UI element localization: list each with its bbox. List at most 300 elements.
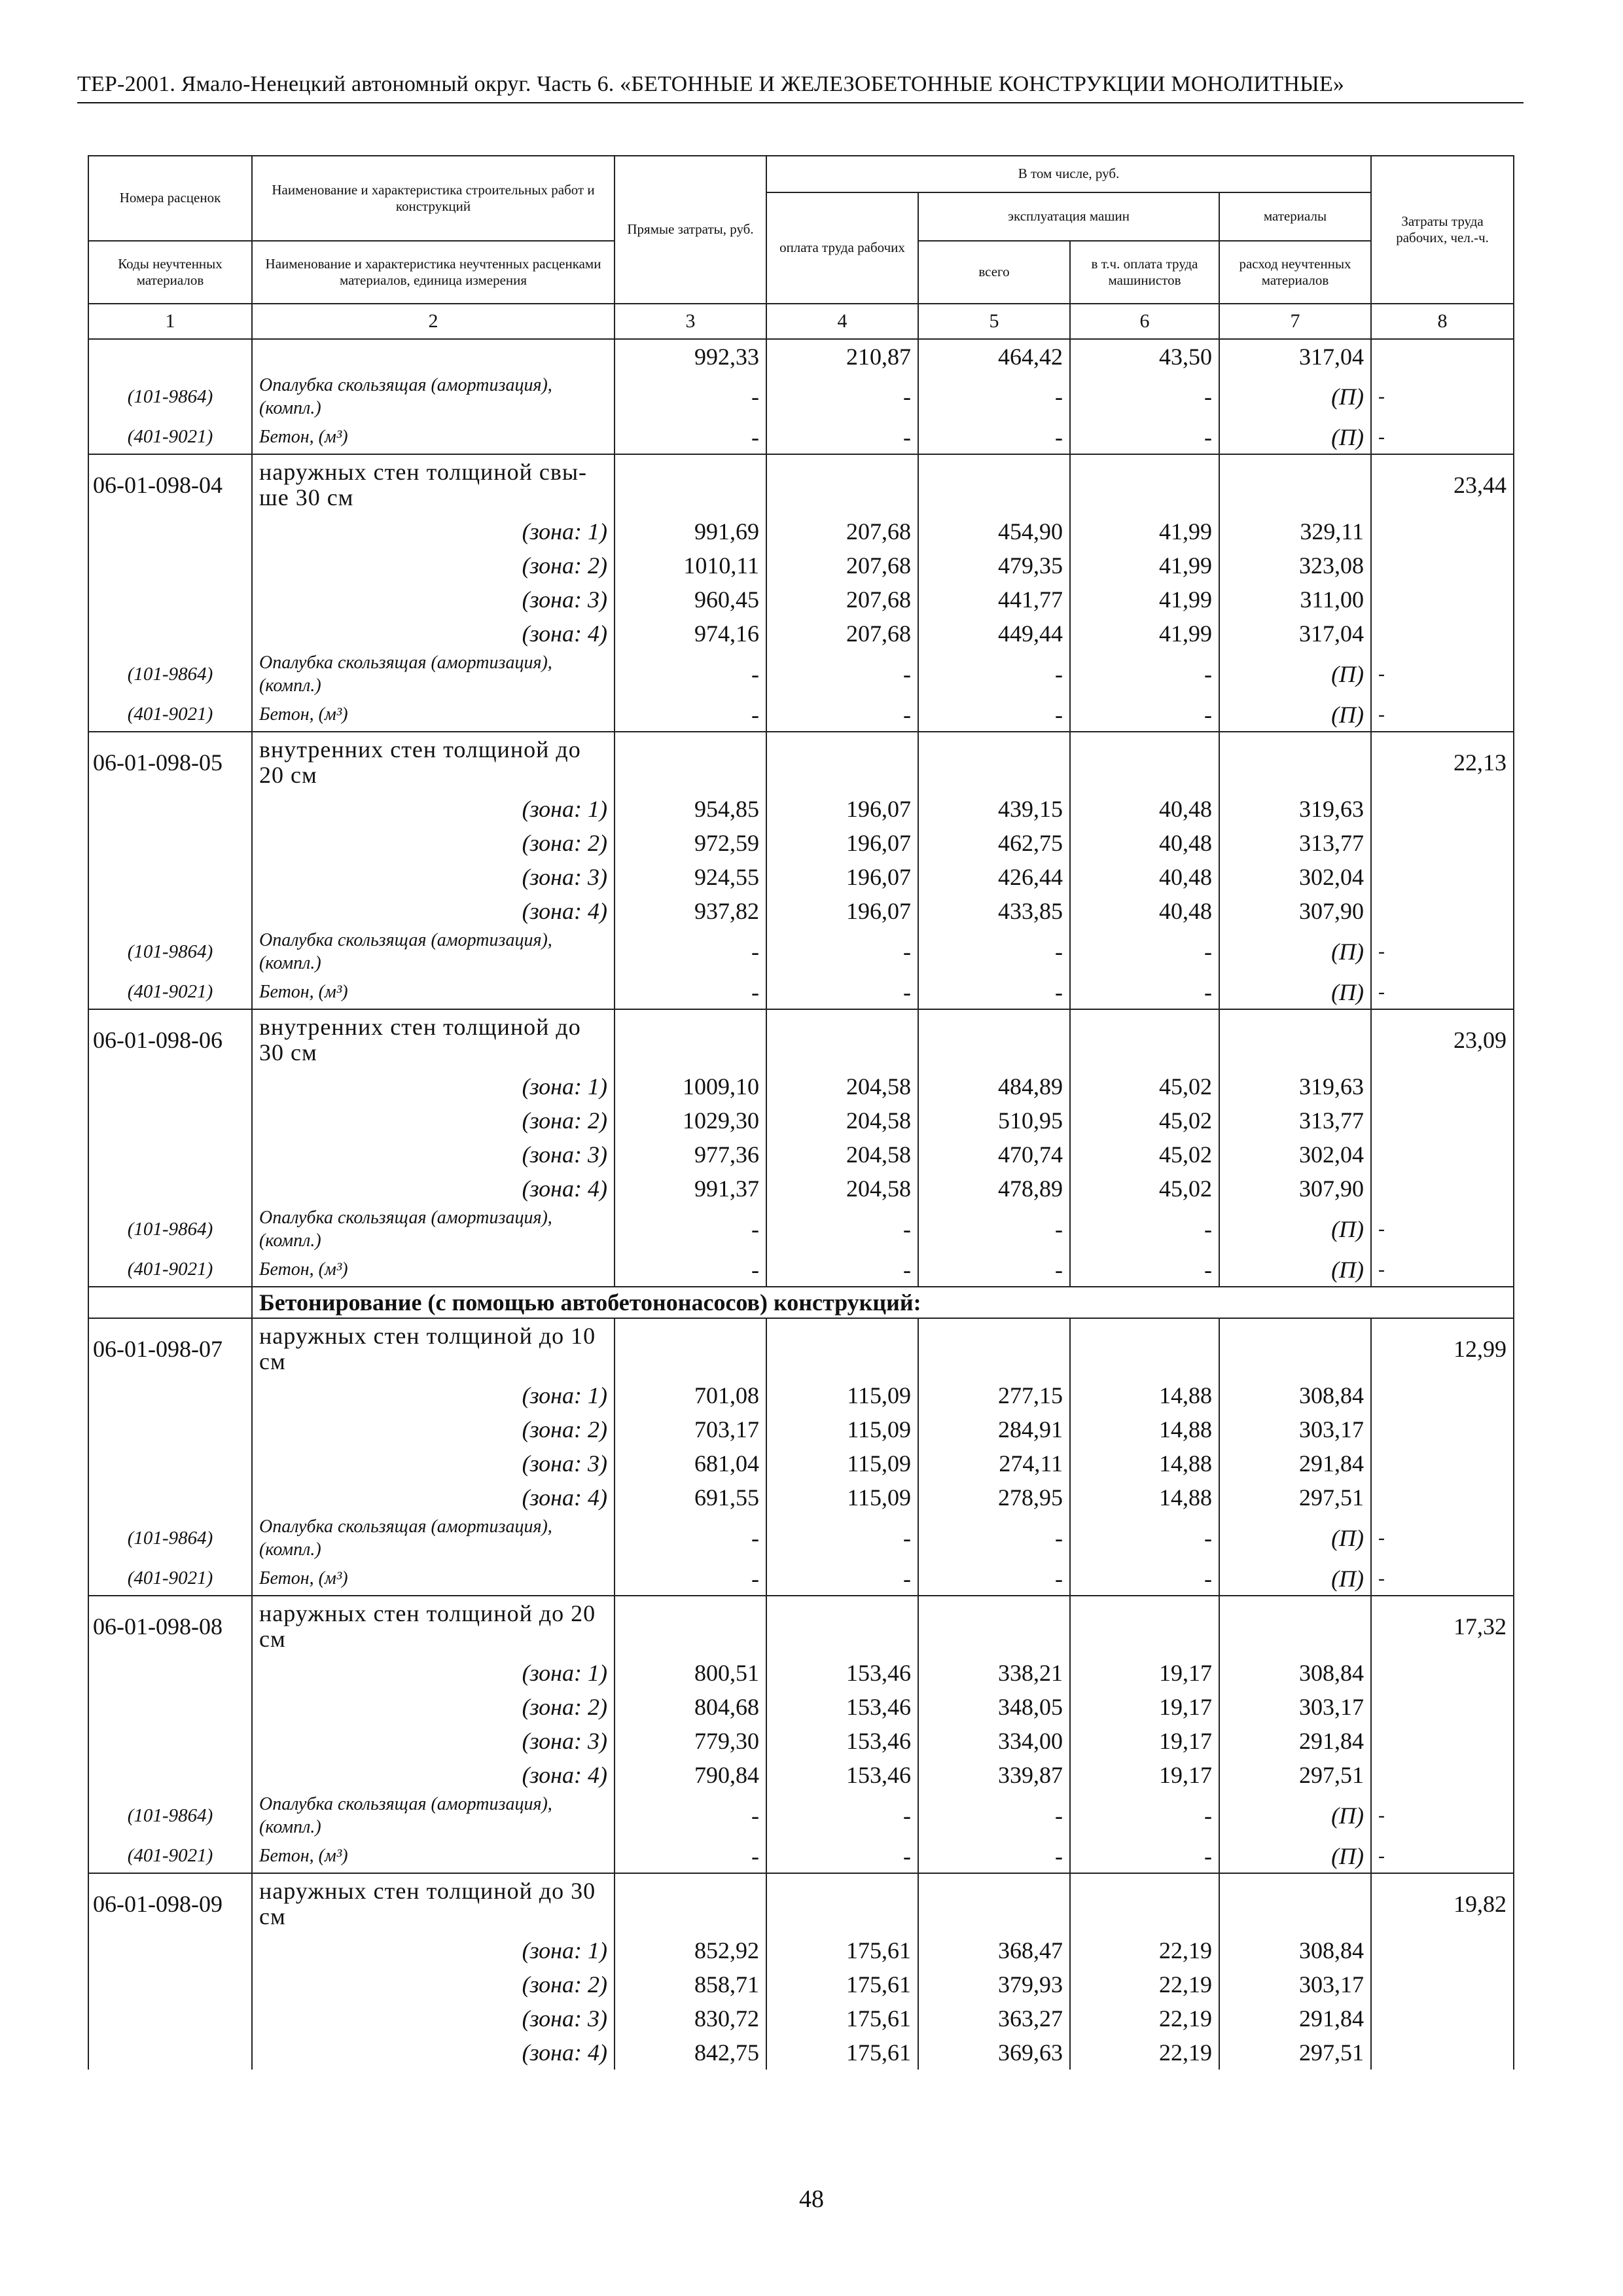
worker-pay: 115,09 (766, 1480, 918, 1515)
table-row (88, 826, 1514, 860)
empty-cell (1371, 1480, 1514, 1515)
labor-dash: - (1371, 1515, 1514, 1562)
material-code: (401-9021) (88, 420, 252, 454)
empty-cell (1371, 339, 1514, 373)
material-code: (401-9021) (88, 1253, 252, 1287)
value-dash: - (615, 1253, 766, 1287)
empty-cell (1371, 1967, 1514, 2001)
material-name: Опалубка скользящая (амортизация), (компл.) (252, 1792, 615, 1839)
machines-total: 274,11 (918, 1446, 1070, 1480)
table-row (88, 1138, 1514, 1172)
value-dash: - (615, 1839, 766, 1873)
machines-total: 464,42 (918, 339, 1070, 373)
empty-cell (88, 1690, 252, 1724)
zone-label: (зона: 3) (252, 1724, 615, 1758)
col-num: 1 (88, 304, 252, 339)
direct-cost: 1010,11 (615, 548, 766, 583)
empty-cell (1371, 617, 1514, 651)
direct-cost-label: Прямые затраты, руб. (615, 156, 766, 304)
material-use: 291,84 (1219, 1446, 1371, 1480)
machinist-pay: 41,99 (1070, 617, 1219, 651)
material-code: (401-9021) (88, 1562, 252, 1596)
zone-label: (зона: 2) (252, 1103, 615, 1138)
value-dash: - (918, 1562, 1070, 1596)
table-row (88, 1287, 1514, 1318)
col-num: 8 (1371, 304, 1514, 339)
machinist-pay: 43,50 (1070, 339, 1219, 373)
machinist-pay: 45,02 (1070, 1103, 1219, 1138)
empty-cell (766, 1873, 918, 1933)
direct-cost: 1009,10 (615, 1069, 766, 1103)
empty-cell (766, 1009, 918, 1069)
page-number: 48 (799, 2185, 824, 2213)
work-name: внутренних стен толщиной до 30 см (252, 1009, 615, 1069)
worker-pay: 153,46 (766, 1724, 918, 1758)
machinist-pay: 14,88 (1070, 1446, 1219, 1480)
table-row (88, 617, 1514, 651)
labor-dash: - (1371, 651, 1514, 698)
value-dash: - (766, 975, 918, 1009)
rate-code: 06-01-098-04 (88, 454, 252, 514)
machines-total: 433,85 (918, 894, 1070, 928)
empty-cell (88, 1933, 252, 1967)
machinist-pay: 41,99 (1070, 514, 1219, 548)
material-code: (101-9864) (88, 373, 252, 420)
empty-cell (1371, 1724, 1514, 1758)
empty-cell (88, 1967, 252, 2001)
value-dash: - (615, 698, 766, 732)
col2-top-label: Наименование и характеристика строительных работ и конструкций (252, 156, 615, 241)
worker-pay: 210,87 (766, 339, 918, 373)
empty-cell (1371, 548, 1514, 583)
empty-cell (918, 732, 1070, 792)
worker-pay: 204,58 (766, 1172, 918, 1206)
value-dash: - (766, 1515, 918, 1562)
table-row (88, 339, 1514, 373)
zone-label: (зона: 1) (252, 1378, 615, 1412)
empty-cell (1371, 1103, 1514, 1138)
table-row (88, 1069, 1514, 1103)
material-code: (101-9864) (88, 1792, 252, 1839)
machinist-pay: 22,19 (1070, 1933, 1219, 1967)
material-note: (П) (1219, 975, 1371, 1009)
value-dash: - (1070, 1839, 1219, 1873)
empty-cell (88, 1656, 252, 1690)
value-dash: - (918, 1253, 1070, 1287)
machinist-pay: 22,19 (1070, 2036, 1219, 2070)
col1-bottom-label: Коды неучтенных материалов (88, 241, 252, 304)
machinist-pay: 19,17 (1070, 1724, 1219, 1758)
direct-cost: 701,08 (615, 1378, 766, 1412)
empty-cell (1371, 1933, 1514, 1967)
material-code: (401-9021) (88, 1839, 252, 1873)
empty-cell (1371, 1138, 1514, 1172)
table-row (88, 1596, 1514, 1656)
machines-total: 278,95 (918, 1480, 1070, 1515)
zone-label: (зона: 3) (252, 860, 615, 894)
section-heading: Бетонирование (с помощью автобетононасосов) конструкций: (252, 1287, 1514, 1318)
material-note: (П) (1219, 1792, 1371, 1839)
labor-dash: - (1371, 928, 1514, 975)
table-row (88, 548, 1514, 583)
material-name: Опалубка скользящая (амортизация), (компл.) (252, 1515, 615, 1562)
empty-cell (1070, 732, 1219, 792)
machines-total: 439,15 (918, 792, 1070, 826)
table-row (88, 1792, 1514, 1839)
zone-label: (зона: 2) (252, 548, 615, 583)
value-dash: - (1070, 1515, 1219, 1562)
empty-cell (88, 1758, 252, 1792)
table-row (88, 1724, 1514, 1758)
material-use: 313,77 (1219, 826, 1371, 860)
value-dash: - (766, 373, 918, 420)
material-use: 308,84 (1219, 1378, 1371, 1412)
table-row (88, 1758, 1514, 1792)
zone-label: (зона: 3) (252, 2001, 615, 2036)
empty-cell (1371, 1069, 1514, 1103)
direct-cost: 1029,30 (615, 1103, 766, 1138)
zone-label: (зона: 3) (252, 583, 615, 617)
direct-cost: 830,72 (615, 2001, 766, 2036)
material-use-label: расход неучтенных материалов (1219, 241, 1371, 304)
direct-cost: 977,36 (615, 1138, 766, 1172)
machines-total: 379,93 (918, 1967, 1070, 2001)
table-row (88, 1253, 1514, 1287)
zone-label: (зона: 2) (252, 1967, 615, 2001)
value-dash: - (615, 420, 766, 454)
empty-cell (1371, 792, 1514, 826)
table-row (88, 1446, 1514, 1480)
value-dash: - (615, 975, 766, 1009)
direct-cost: 858,71 (615, 1967, 766, 2001)
empty-cell (1371, 1378, 1514, 1412)
table-row (88, 583, 1514, 617)
value-dash: - (1070, 1206, 1219, 1253)
work-name: наружных стен толщиной до 10 см (252, 1318, 615, 1378)
material-note: (П) (1219, 1839, 1371, 1873)
zone-label: (зона: 1) (252, 1656, 615, 1690)
value-dash: - (918, 651, 1070, 698)
worker-pay: 175,61 (766, 2036, 918, 2070)
labor-dash: - (1371, 420, 1514, 454)
labor-dash: - (1371, 975, 1514, 1009)
machinist-pay: 45,02 (1070, 1138, 1219, 1172)
table-row (88, 894, 1514, 928)
material-name: Бетон, (м³) (252, 1253, 615, 1287)
worker-pay: 175,61 (766, 1933, 918, 1967)
labor-cost: 19,82 (1371, 1873, 1514, 1933)
material-name: Бетон, (м³) (252, 698, 615, 732)
empty-cell (88, 1172, 252, 1206)
direct-cost: 972,59 (615, 826, 766, 860)
work-name: внутренних стен толщиной до 20 см (252, 732, 615, 792)
table-row (88, 1690, 1514, 1724)
empty-cell (918, 1318, 1070, 1378)
machines-total: 449,44 (918, 617, 1070, 651)
direct-cost: 681,04 (615, 1446, 766, 1480)
pay-label: оплата труда рабочих (766, 192, 918, 304)
table-row (88, 2001, 1514, 2036)
table-head (88, 156, 1514, 339)
value-dash: - (766, 1562, 918, 1596)
table-row (88, 651, 1514, 698)
material-name: Опалубка скользящая (амортизация), (компл.) (252, 651, 615, 698)
value-dash: - (918, 1792, 1070, 1839)
machines-label: эксплуатация машин (918, 192, 1219, 241)
labor-dash: - (1371, 373, 1514, 420)
work-name: наружных стен толщиной свы-ше 30 см (252, 454, 615, 514)
direct-cost: 691,55 (615, 1480, 766, 1515)
material-use: 308,84 (1219, 1933, 1371, 1967)
table-row (88, 792, 1514, 826)
direct-cost: 954,85 (615, 792, 766, 826)
empty-cell (615, 454, 766, 514)
machines-total-label: всего (918, 241, 1070, 304)
empty-cell (88, 1446, 252, 1480)
machines-total: 369,63 (918, 2036, 1070, 2070)
empty-cell (1371, 2001, 1514, 2036)
empty-cell (1371, 826, 1514, 860)
table-row (88, 1562, 1514, 1596)
worker-pay: 207,68 (766, 548, 918, 583)
direct-cost: 852,92 (615, 1933, 766, 1967)
empty-cell (1371, 1412, 1514, 1446)
machines-total: 284,91 (918, 1412, 1070, 1446)
material-use: 291,84 (1219, 1724, 1371, 1758)
table-row (88, 1172, 1514, 1206)
direct-cost: 960,45 (615, 583, 766, 617)
machines-total: 368,47 (918, 1933, 1070, 1967)
value-dash: - (918, 928, 1070, 975)
empty-cell (88, 1138, 252, 1172)
worker-pay: 207,68 (766, 617, 918, 651)
worker-pay: 153,46 (766, 1690, 918, 1724)
material-code: (401-9021) (88, 698, 252, 732)
machinist-pay: 40,48 (1070, 826, 1219, 860)
material-code: (401-9021) (88, 975, 252, 1009)
empty-cell (1371, 860, 1514, 894)
worker-pay: 207,68 (766, 583, 918, 617)
material-use: 319,63 (1219, 1069, 1371, 1103)
table-row (88, 975, 1514, 1009)
value-dash: - (615, 1562, 766, 1596)
labor-dash: - (1371, 1792, 1514, 1839)
machines-total: 479,35 (918, 548, 1070, 583)
worker-pay: 204,58 (766, 1138, 918, 1172)
value-dash: - (615, 651, 766, 698)
value-dash: - (1070, 1562, 1219, 1596)
table-row (88, 2036, 1514, 2070)
machinist-pay: 45,02 (1070, 1069, 1219, 1103)
value-dash: - (766, 651, 918, 698)
table-row (88, 420, 1514, 454)
machines-total: 348,05 (918, 1690, 1070, 1724)
table-row (88, 1839, 1514, 1873)
machines-total: 510,95 (918, 1103, 1070, 1138)
machines-total: 338,21 (918, 1656, 1070, 1690)
machines-total: 484,89 (918, 1069, 1070, 1103)
material-name: Опалубка скользящая (амортизация), (компл.) (252, 928, 615, 975)
zone-label: (зона: 2) (252, 1412, 615, 1446)
table-row (88, 732, 1514, 792)
labor-cost: 12,99 (1371, 1318, 1514, 1378)
value-dash: - (918, 1206, 1070, 1253)
empty-cell (1371, 1690, 1514, 1724)
value-dash: - (766, 698, 918, 732)
table-row (88, 1480, 1514, 1515)
labor-cost: 23,09 (1371, 1009, 1514, 1069)
material-use: 323,08 (1219, 548, 1371, 583)
value-dash: - (615, 1206, 766, 1253)
material-name: Бетон, (м³) (252, 420, 615, 454)
machines-total: 339,87 (918, 1758, 1070, 1792)
material-use: 297,51 (1219, 2036, 1371, 2070)
empty-cell (1070, 1318, 1219, 1378)
material-use: 313,77 (1219, 1103, 1371, 1138)
col-num: 7 (1219, 304, 1371, 339)
material-note: (П) (1219, 373, 1371, 420)
empty-cell (1219, 732, 1371, 792)
zone-label: (зона: 3) (252, 1446, 615, 1480)
zone-label: (зона: 2) (252, 826, 615, 860)
worker-pay: 175,61 (766, 2001, 918, 2036)
empty-cell (1070, 454, 1219, 514)
empty-cell (88, 1724, 252, 1758)
empty-cell (88, 1480, 252, 1515)
labor-label: Затраты труда рабочих, чел.-ч. (1371, 156, 1514, 304)
materials-label: материалы (1219, 192, 1371, 241)
material-note: (П) (1219, 928, 1371, 975)
zone-label (252, 339, 615, 373)
value-dash: - (1070, 1253, 1219, 1287)
material-use: 307,90 (1219, 1172, 1371, 1206)
rate-code: 06-01-098-09 (88, 1873, 252, 1933)
empty-cell (88, 2001, 252, 2036)
table-row (88, 373, 1514, 420)
material-name: Опалубка скользящая (амортизация), (компл.) (252, 373, 615, 420)
direct-cost: 703,17 (615, 1412, 766, 1446)
value-dash: - (1070, 928, 1219, 975)
machines-total: 470,74 (918, 1138, 1070, 1172)
empty-cell (88, 617, 252, 651)
direct-cost: 842,75 (615, 2036, 766, 2070)
table-row (88, 1009, 1514, 1069)
col-num: 6 (1070, 304, 1219, 339)
value-dash: - (766, 1792, 918, 1839)
worker-pay: 115,09 (766, 1378, 918, 1412)
machines-total: 478,89 (918, 1172, 1070, 1206)
zone-label: (зона: 1) (252, 1933, 615, 1967)
empty-cell (615, 732, 766, 792)
empty-cell (88, 1103, 252, 1138)
rate-code: 06-01-098-07 (88, 1318, 252, 1378)
zone-label: (зона: 4) (252, 1172, 615, 1206)
col-num: 3 (615, 304, 766, 339)
material-name: Бетон, (м³) (252, 975, 615, 1009)
empty-cell (1371, 1172, 1514, 1206)
empty-cell (88, 792, 252, 826)
empty-cell (1371, 1656, 1514, 1690)
machinist-pay: 22,19 (1070, 1967, 1219, 2001)
material-note: (П) (1219, 651, 1371, 698)
col1-top-label: Номера расценок (88, 156, 252, 241)
value-dash: - (1070, 698, 1219, 732)
labor-dash: - (1371, 1253, 1514, 1287)
machines-total: 441,77 (918, 583, 1070, 617)
rate-code: 06-01-098-05 (88, 732, 252, 792)
machinist-pay: 45,02 (1070, 1172, 1219, 1206)
worker-pay: 207,68 (766, 514, 918, 548)
empty-cell (615, 1009, 766, 1069)
machinist-pay: 19,17 (1070, 1690, 1219, 1724)
machinist-pay: 19,17 (1070, 1758, 1219, 1792)
material-use: 303,17 (1219, 1967, 1371, 2001)
empty-cell (1371, 1758, 1514, 1792)
material-use: 302,04 (1219, 1138, 1371, 1172)
machinist-pay: 14,88 (1070, 1378, 1219, 1412)
col-num: 5 (918, 304, 1070, 339)
empty-cell (1371, 1446, 1514, 1480)
empty-cell (1070, 1873, 1219, 1933)
zone-label: (зона: 3) (252, 1138, 615, 1172)
worker-pay: 204,58 (766, 1069, 918, 1103)
machinist-pay: 22,19 (1070, 2001, 1219, 2036)
material-note: (П) (1219, 1206, 1371, 1253)
empty-cell (1070, 1596, 1219, 1656)
empty-cell (88, 583, 252, 617)
value-dash: - (766, 928, 918, 975)
direct-cost: 790,84 (615, 1758, 766, 1792)
table-row (88, 1206, 1514, 1253)
material-code: (101-9864) (88, 651, 252, 698)
value-dash: - (766, 1206, 918, 1253)
machinist-pay: 41,99 (1070, 548, 1219, 583)
labor-dash: - (1371, 698, 1514, 732)
empty-cell (1371, 894, 1514, 928)
empty-cell (918, 1873, 1070, 1933)
material-name: Бетон, (м³) (252, 1839, 615, 1873)
empty-cell (88, 860, 252, 894)
direct-cost: 991,37 (615, 1172, 766, 1206)
value-dash: - (918, 1515, 1070, 1562)
direct-cost: 974,16 (615, 617, 766, 651)
table-row (88, 1103, 1514, 1138)
direct-cost: 800,51 (615, 1656, 766, 1690)
value-dash: - (918, 373, 1070, 420)
worker-pay: 204,58 (766, 1103, 918, 1138)
direct-cost: 991,69 (615, 514, 766, 548)
value-dash: - (766, 420, 918, 454)
value-dash: - (1070, 1792, 1219, 1839)
material-note: (П) (1219, 420, 1371, 454)
material-use: 329,11 (1219, 514, 1371, 548)
material-note: (П) (1219, 1562, 1371, 1596)
zone-label: (зона: 4) (252, 894, 615, 928)
column-numbers-row (88, 304, 1514, 339)
empty-cell (1371, 514, 1514, 548)
table-row (88, 454, 1514, 514)
rate-code: 06-01-098-08 (88, 1596, 252, 1656)
empty-cell (88, 514, 252, 548)
table-row (88, 1873, 1514, 1933)
material-use: 303,17 (1219, 1412, 1371, 1446)
value-dash: - (1070, 373, 1219, 420)
machinist-pay: 40,48 (1070, 894, 1219, 928)
direct-cost: 924,55 (615, 860, 766, 894)
table-row (88, 1378, 1514, 1412)
material-note: (П) (1219, 1515, 1371, 1562)
value-dash: - (615, 928, 766, 975)
